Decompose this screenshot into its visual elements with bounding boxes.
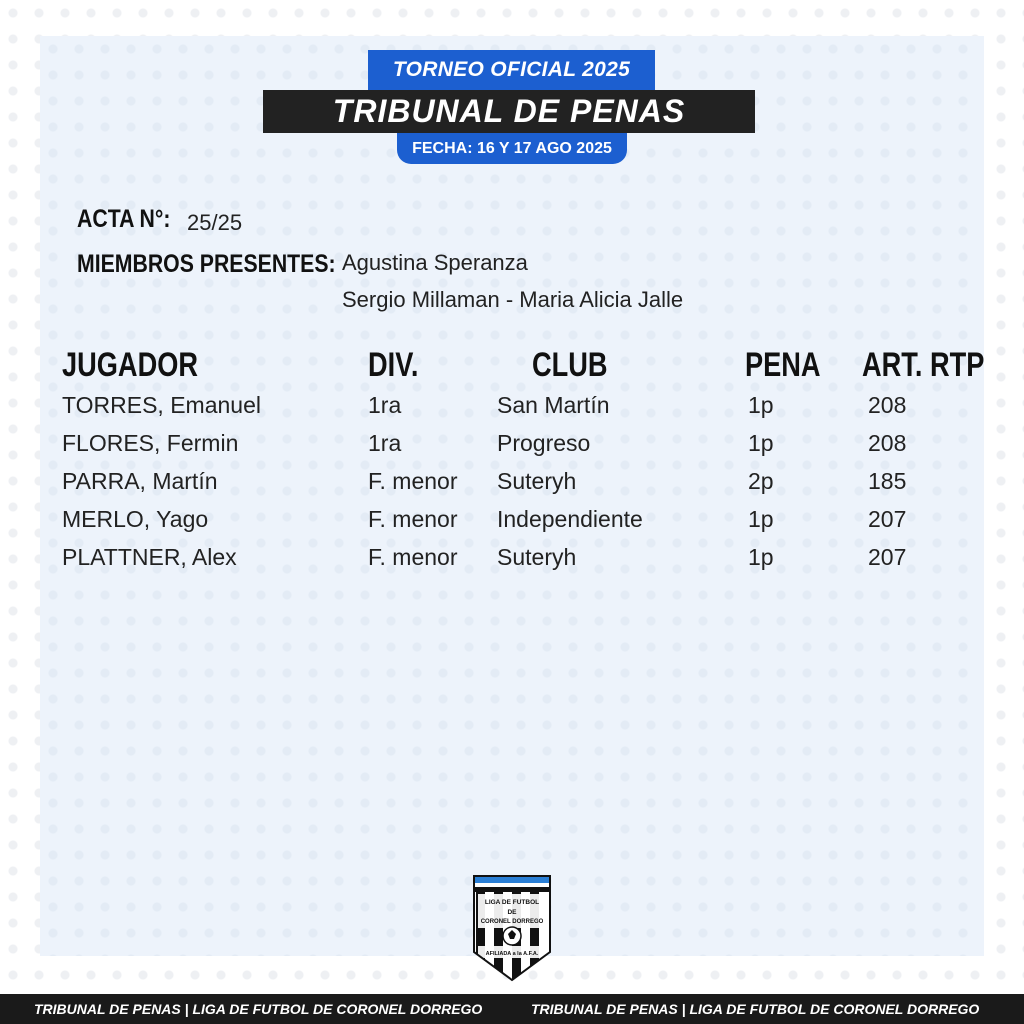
player-name: FLORES, Fermin — [62, 430, 239, 456]
club: San Martín — [497, 392, 610, 418]
club: Independiente — [497, 506, 643, 532]
player-name: TORRES, Emanuel — [62, 392, 261, 418]
members-line-1: Agustina Speranza — [342, 250, 528, 275]
league-crest-logo — [472, 870, 552, 982]
club: Suteryh — [497, 468, 577, 494]
column-header-pena: PENA — [745, 346, 821, 384]
player-name: MERLO, Yago — [62, 506, 209, 532]
penalty: 2p — [748, 468, 774, 494]
article: 208 — [868, 392, 907, 418]
logo-text-mid2: CORONEL DORREGO — [480, 919, 544, 925]
division: F. menor — [368, 506, 458, 532]
footer-bar — [0, 994, 1024, 1024]
logo-text-mid1: DE — [507, 909, 517, 916]
acta-label: ACTA N°: — [77, 205, 171, 233]
player-name: PLATTNER, Alex — [62, 544, 237, 570]
column-header-jugador: JUGADOR — [62, 346, 199, 384]
division: F. menor — [368, 468, 458, 494]
division: 1ra — [368, 430, 402, 456]
logo-text-top: LIGA DE FUTBOL — [484, 899, 540, 906]
penalty: 1p — [748, 392, 774, 418]
tournament-banner: TORNEO OFICIAL 2025 — [368, 50, 655, 90]
column-header-club: CLUB — [532, 346, 608, 384]
article: 208 — [868, 430, 907, 456]
logo-text-bottom: AFILIADA a la A.F.A. — [485, 951, 539, 957]
article: 207 — [868, 544, 907, 570]
penalty: 1p — [748, 430, 774, 456]
division: 1ra — [368, 392, 402, 418]
club: Suteryh — [497, 544, 577, 570]
members-line-2: Sergio Millaman - Maria Alicia Jalle — [342, 287, 684, 312]
page-title: TRIBUNAL DE PENAS — [263, 90, 755, 133]
acta-value: 25/25 — [187, 210, 243, 235]
article: 185 — [868, 468, 907, 494]
members-label: MIEMBROS PRESENTES: — [77, 250, 336, 278]
footer-text-left: TRIBUNAL DE PENAS | LIGA DE FUTBOL DE CORONEL DORREGO — [34, 1001, 483, 1017]
date-banner: FECHA: 16 Y 17 AGO 2025 — [397, 133, 627, 164]
player-name: PARRA, Martín — [62, 468, 218, 494]
penalty: 1p — [748, 544, 774, 570]
content-panel — [40, 36, 984, 956]
footer-text-right: TRIBUNAL DE PENAS | LIGA DE FUTBOL DE CORONEL DORREGO — [531, 1001, 980, 1017]
column-header-art-rtp: ART. RTP — [862, 346, 985, 384]
club: Progreso — [497, 430, 591, 456]
column-header-div: DIV. — [368, 346, 419, 384]
article: 207 — [868, 506, 907, 532]
penalty: 1p — [748, 506, 774, 532]
division: F. menor — [368, 544, 458, 570]
